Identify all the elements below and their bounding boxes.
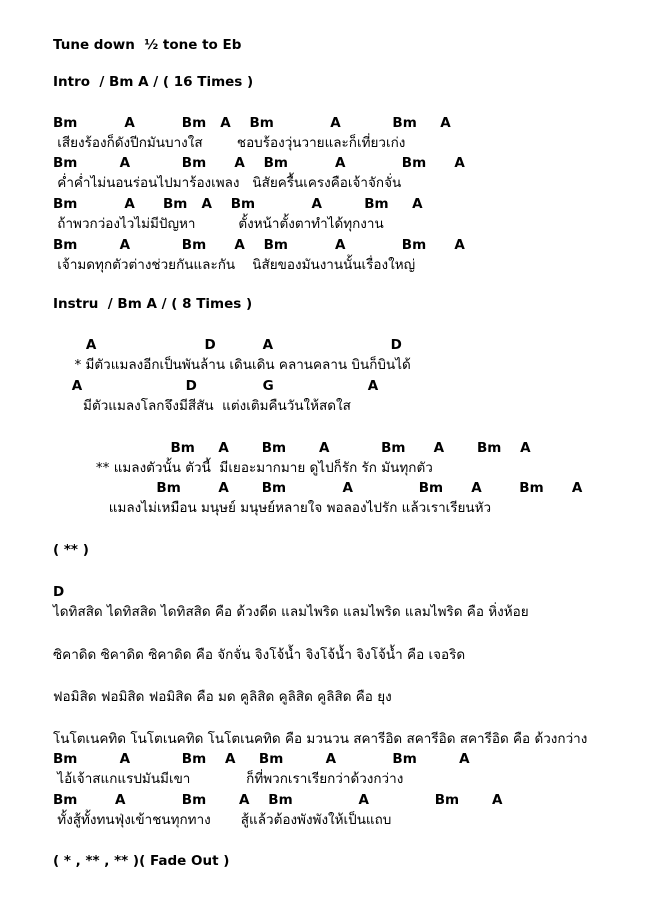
verse1-lyric-1: เสียงร้องก็ดังปีกมันบางใส ชอบร้องวุ่นวายและก็เที่ยวเก่ง (53, 135, 406, 151)
bridge-line-4: โนโตเนคทิด โนโตเนคทิด โนโตเนคทิด คือ มวนวน สคารีอิด สคารีอิด สคารีอิด คือ ด้วงกว่าง (53, 731, 588, 747)
repeat-marker: ( ** ) (53, 542, 89, 558)
intro-line: Intro / Bm A / ( 16 Times ) (53, 74, 254, 90)
verse1-lyric-3: ถ้าพวกว่องไวไม่มีปัญหา ตั้งหน้าตั้งตาทำได้ทุกงาน (53, 216, 384, 232)
verse1-chords-4: Bm A Bm A Bm A Bm A (53, 237, 465, 253)
verse1-chords-3: Bm A Bm A Bm A Bm A (53, 196, 423, 212)
ending-line: ( * , ** , ** )( Fade Out ) (53, 853, 230, 869)
bridge-line-1: ไดทิสสิด ไดทิสสิด ไดทิสสิด คือ ด้วงดีด แลมไพริด แลมไพริด แลมไพริด คือ หิ่งห้อย (53, 604, 529, 620)
chorus1-lyric-2: มีตัวแมลงโลกจึงมีสีสัน แต่งเติมคืนวันให้สดใส (53, 398, 351, 414)
outro-lyric-1: ไอ้เจ้าสแกแรปมันมีเขา ก็ที่พวกเราเรียกว่าด้วงกว่าง (53, 771, 404, 787)
chorus1-lyric-1: * มีตัวแมลงอีกเป็นพันล้าน เดินเดิน คลานคลาน บินก็บินได้ (53, 357, 411, 373)
bridge-chord: D (53, 584, 65, 600)
chorus1-chords-2: A D G A (53, 378, 379, 394)
chorus1-chords-1: A D A D (53, 337, 402, 353)
verse1-lyric-4: เจ้ามดทุกตัวต่างช่วยกันและกัน นิสัยของมันงานนั้นเรื่องใหญ่ (53, 257, 416, 273)
instru-line: Instru / Bm A / ( 8 Times ) (53, 296, 253, 312)
verse1-chords-1: Bm A Bm A Bm A Bm A (53, 115, 451, 131)
chorus2-chords-2: Bm A Bm A Bm A Bm A (53, 480, 583, 496)
verse1-lyric-2: ค่ำค่ำไม่นอนร่อนไปมาร้องเพลง นิสัยครื้นเครงคือเจ้าจักจั่น (53, 175, 402, 191)
tuning-note: Tune down ½ tone to Eb (53, 37, 242, 53)
outro-lyric-2: ทั้งสู้ทั้งทนฟุ่งเข้าชนทุกทาง สู้แล้วต้องพังพังให้เป็นแถบ (53, 812, 392, 828)
chorus2-chords-1: Bm A Bm A Bm A Bm A (53, 440, 531, 456)
chorus2-lyric-2: แมลงไม่เหมือน มนุษย์ มนุษย์หลายใจ พอลองไปรัก แล้วเราเรียนหัว (53, 500, 492, 516)
verse1-chords-2: Bm A Bm A Bm A Bm A (53, 155, 465, 171)
bridge-line-3: ฟอมิสิด ฟอมิสิด ฟอมิสิด คือ มด คูลิสิด คูลิสิด คูลิสิด คือ ยุง (53, 689, 392, 705)
bridge-line-2: ซิคาดิด ซิคาดิด ซิคาดิด คือ จักจั่น จิงโจ้น้ำ จิงโจ้น้ำ จิงโจ้น้ำ คือ เจอริด (53, 647, 466, 663)
outro-chords-1: Bm A Bm A Bm A Bm A (53, 751, 470, 767)
outro-chords-2: Bm A Bm A Bm A Bm A (53, 792, 503, 808)
chorus2-lyric-1: ** แมลงตัวนั้น ตัวนี้ มีเยอะมากมาย ดูไปก็รัก รัก มันทุกตัว (53, 460, 433, 476)
